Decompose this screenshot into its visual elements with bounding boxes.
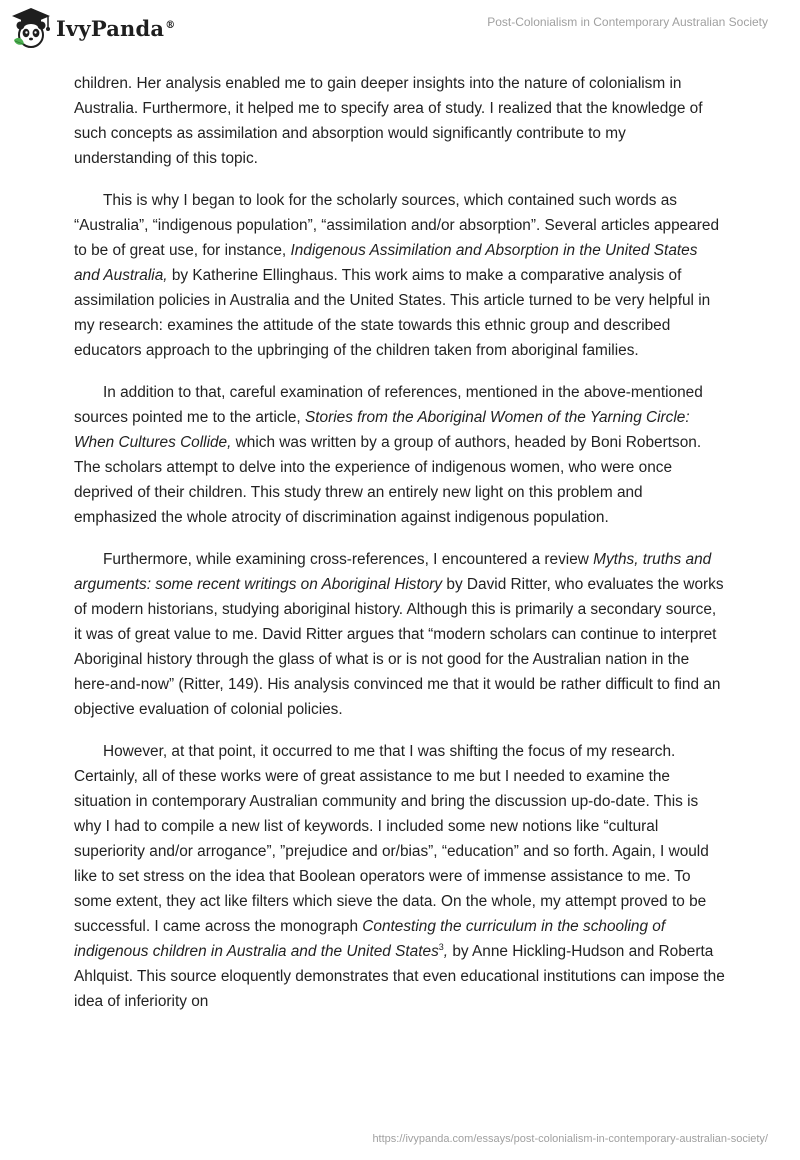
footnote-ref-3[interactable]: 3: [438, 941, 444, 952]
paragraph-3-text-a: In addition to that, careful examination of references, mentioned in the above-mentioned sources pointed me to the article,: [74, 384, 703, 426]
paragraph-2-text-b: by Katherine Ellinghaus. This work aims to make a comparative analysis of assimilation policies in Australia and the United States. This article turned to be very helpful in my research: examines the attitude of the state towards this ethnic group and described educators approach to the upbringing of the children taken from aboriginal families.: [74, 267, 711, 359]
source-title-ellinghaus: Indigenous Assimilation and Absorption in the United States and Australia,: [74, 242, 698, 284]
paragraph-4: [74, 547, 726, 722]
essay-body: [74, 71, 726, 1031]
paragraph-5-text-b: by Anne Hickling-Hudson and Roberta Ahlquist. This source eloquently demonstrates that even educational institutions can impose the idea of inferiority on: [74, 943, 725, 1010]
document-title: Post-Colonialism in Contemporary Australian Society: [487, 15, 768, 29]
paragraph-5: [74, 739, 726, 1014]
paragraph-1: [74, 71, 726, 171]
source-title-robertson: Stories from the Aboriginal Women of the Yarning Circle: When Cultures Collide,: [74, 409, 690, 451]
paragraph-4-text-b: by David Ritter, who evaluates the works of modern historians, studying aboriginal history. Although this is primarily a secondary source, it was of great value to me. David Ritter argues that “modern scholars can continue to interpret Aboriginal history through the glass of what is or is not good for the Australian nation in the here-and-now” (Ritter, 149). His analysis convinced me that it would be rather difficult to find an objective evaluation of colonial policies.: [74, 576, 724, 718]
paragraph-3: [74, 380, 726, 530]
paragraph-5-text-a: However, at that point, it occurred to me that I was shifting the focus of my research. Certainly, all of these works were of great assistance to me but I needed to examine the situation in contemporary Australian community and bring the discussion up-do-date. This is why I had to compile a new list of keywords. I included some new notions like “cultural superiority and/or arrogance”, ”prejudice and or/bias”, “education” and so forth. Again, I would like to set stress on the idea that Boolean operators were of immense assistance to me. To some extent, they act like filters which sieve the data. On the whole, my attempt proved to be successful. I came across the monograph: [74, 743, 709, 935]
paragraph-2: [74, 188, 726, 363]
panda-graduation-cap-icon: [10, 6, 52, 50]
paragraph-3-text-b: which was written by a group of authors, headed by Boni Robertson. The scholars attempt to delve into the experience of indigenous women, who were once deprived of their children. This study threw an entirely new light on this problem and emphasized the whole atrocity of discrimination against indigenous population.: [74, 434, 702, 526]
paragraph-2-text-a: This is why I began to look for the scholarly sources, which contained such words as “Australia”, “indigenous population”, “assimilation and/or absorption”. Several articles appeared to be of great use, for instance,: [74, 192, 720, 259]
source-url[interactable]: https://ivypanda.com/essays/post-colonialism-in-contemporary-australian-society/: [372, 1133, 768, 1145]
page-header: [0, 0, 800, 60]
paragraph-4-text-a: Furthermore, while examining cross-references, I encountered a review: [103, 551, 594, 568]
source-title-ritter: Myths, truths and arguments: some recent writings on Aboriginal History: [74, 551, 712, 593]
brand-logo[interactable]: [10, 6, 175, 50]
brand-name: [56, 16, 175, 41]
registered-mark: ®: [165, 19, 176, 31]
paragraph-1-text: children. Her analysis enabled me to gain deeper insights into the nature of colonialism in Australia. Furthermore, it helped me to specify area of study. I realized that the knowledge of such concepts as assimilation and absorption would significantly contribute to my understanding of this topic.: [74, 75, 703, 167]
brand-name-text: IvyPanda: [56, 15, 165, 41]
source-title-comma: ,: [443, 943, 449, 960]
source-title-hickling-hudson: Contesting the curriculum in the schooling of indigenous children in Australia and the United States: [74, 918, 666, 960]
